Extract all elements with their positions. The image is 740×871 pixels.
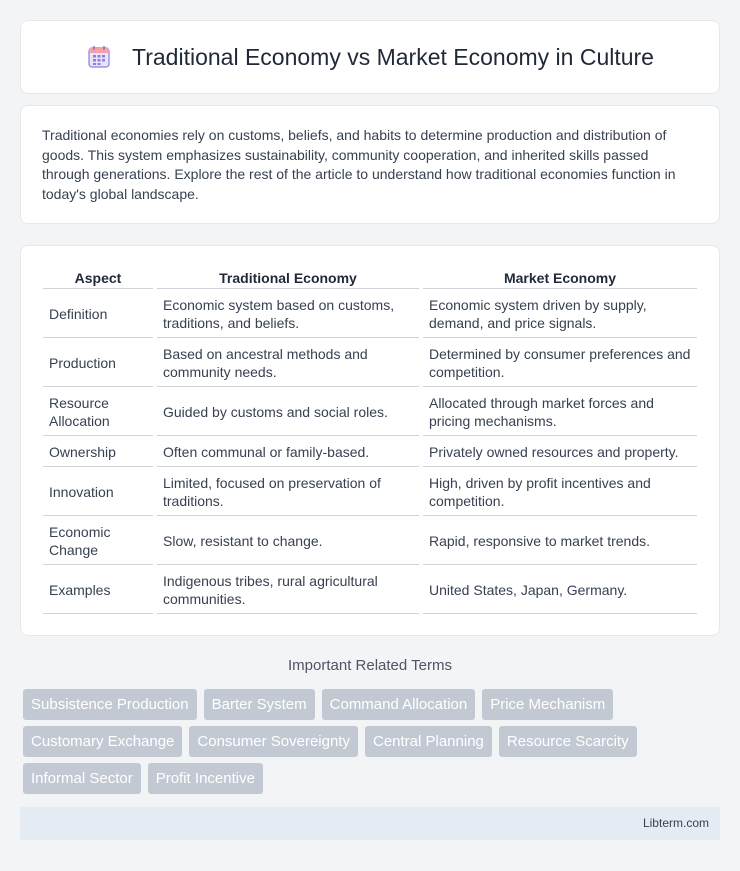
- cell-aspect: Innovation: [43, 469, 153, 516]
- tag-command-allocation[interactable]: Command Allocation: [322, 689, 476, 720]
- table-row: [43, 389, 697, 436]
- table-row: [43, 291, 697, 338]
- tag-subsistence-production[interactable]: Subsistence Production: [23, 689, 197, 720]
- tag-informal-sector[interactable]: Informal Sector: [23, 763, 141, 794]
- cell-traditional: Economic system based on customs, traditions, and beliefs.: [157, 291, 419, 338]
- tag-consumer-sovereignty[interactable]: Consumer Sovereignty: [189, 726, 358, 757]
- cell-aspect: Economic Change: [43, 518, 153, 565]
- cell-market: Economic system driven by supply, demand, and price signals.: [423, 291, 697, 338]
- intro-text: Traditional economies rely on customs, beliefs, and habits to determine production and distribution of goods. This system emphasizes sustainability, community cooperation, and inherited skills passed through generations. Explore the rest of the article to understand how traditional economies function in today's global landscape.: [42, 127, 676, 202]
- cell-aspect: Ownership: [43, 438, 153, 467]
- cell-aspect: Definition: [43, 291, 153, 338]
- cell-traditional: Indigenous tribes, rural agricultural communities.: [157, 567, 419, 614]
- cell-market: Allocated through market forces and pricing mechanisms.: [423, 389, 697, 436]
- cell-market: Privately owned resources and property.: [423, 438, 697, 467]
- cell-market: Rapid, responsive to market trends.: [423, 518, 697, 565]
- cell-traditional: Often communal or family-based.: [157, 438, 419, 467]
- related-terms-title: Important Related Terms: [288, 657, 452, 674]
- table-row: [43, 340, 697, 387]
- table-row: [43, 438, 697, 467]
- cell-market: Determined by consumer preferences and competition.: [423, 340, 697, 387]
- cell-traditional: Based on ancestral methods and community needs.: [157, 340, 419, 387]
- tag-resource-scarcity[interactable]: Resource Scarcity: [499, 726, 637, 757]
- page-title: Traditional Economy vs Market Economy in Culture: [132, 43, 654, 70]
- header-market: Market Economy: [423, 268, 697, 289]
- footer-link[interactable]: Libterm.com: [642, 816, 709, 830]
- tag-central-planning[interactable]: Central Planning: [365, 726, 492, 757]
- cell-market: High, driven by profit incentives and competition.: [423, 469, 697, 516]
- header-traditional: Traditional Economy: [157, 268, 419, 289]
- table-row: [43, 518, 697, 565]
- cell-market: United States, Japan, Germany.: [423, 567, 697, 614]
- header-aspect: Aspect: [43, 268, 153, 289]
- comparison-card: [20, 245, 720, 636]
- tag-barter-system[interactable]: Barter System: [204, 689, 315, 720]
- cell-aspect: Examples: [43, 567, 153, 614]
- intro-card: [20, 105, 720, 224]
- tag-price-mechanism[interactable]: Price Mechanism: [482, 689, 613, 720]
- tag-customary-exchange[interactable]: Customary Exchange: [23, 726, 182, 757]
- tag-profit-incentive[interactable]: Profit Incentive: [148, 763, 263, 794]
- related-terms: [23, 689, 723, 800]
- cell-traditional: Limited, focused on preservation of traditions.: [157, 469, 419, 516]
- table-row: [43, 469, 697, 516]
- title-card: [20, 20, 720, 94]
- cell-traditional: Slow, resistant to change.: [157, 518, 419, 565]
- cell-aspect: Resource Allocation: [43, 389, 153, 436]
- calendar-icon: [86, 44, 112, 70]
- cell-aspect: Production: [43, 340, 153, 387]
- cell-traditional: Guided by customs and social roles.: [157, 389, 419, 436]
- table-row: [43, 567, 697, 614]
- comparison-table: [39, 266, 701, 616]
- footer: [20, 807, 720, 840]
